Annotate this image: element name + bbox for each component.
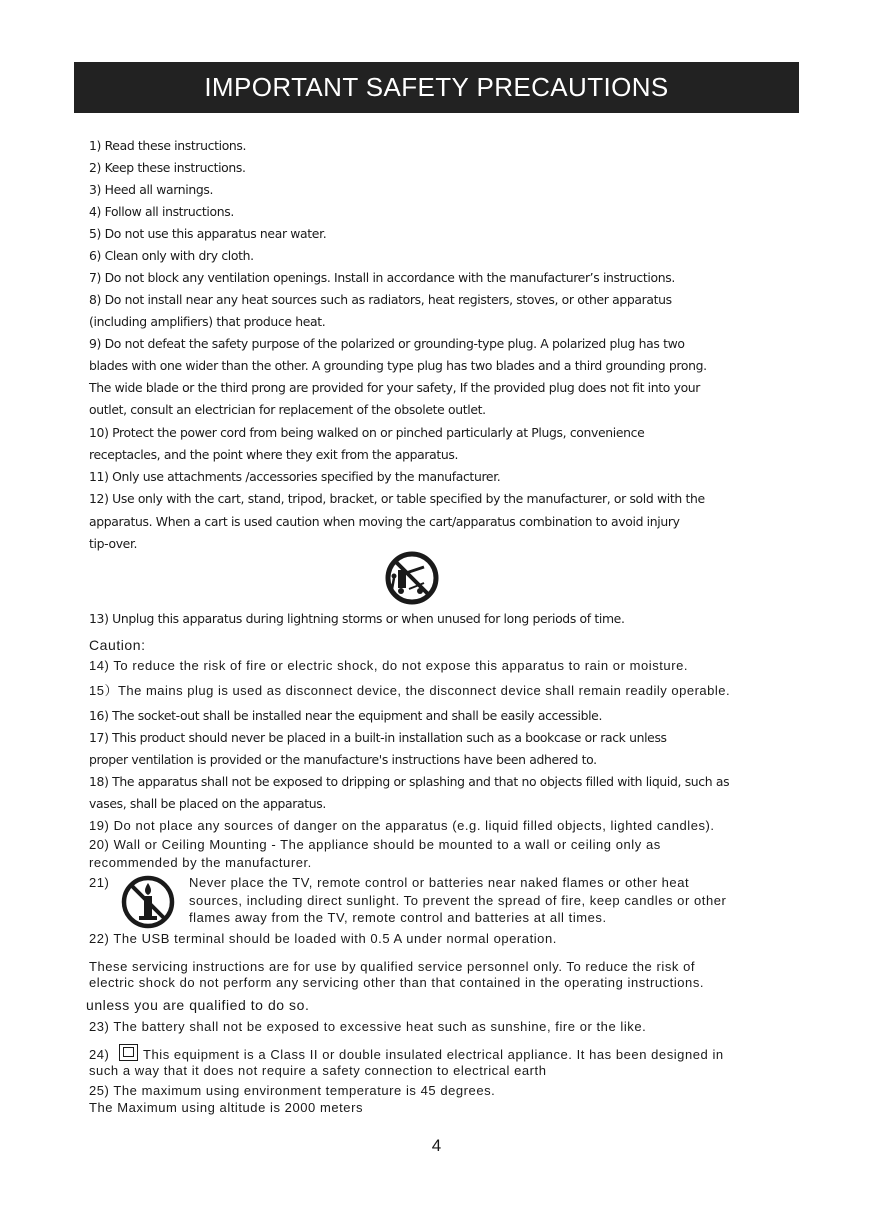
servicing-line-1: These servicing instructions are for use by qualified service personnel only. To reduce the risk of	[89, 959, 696, 974]
item-18-line-2: vases, shall be placed on the apparatus.	[89, 796, 326, 811]
item-25-line-1: 25) The maximum using environment temperature is 45 degrees.	[89, 1083, 496, 1098]
item-15: 15）The mains plug is used as disconnect device, the disconnect device shall remain readily operable.	[89, 683, 731, 698]
item-2: 2) Keep these instructions.	[89, 160, 246, 175]
page-title-banner	[74, 62, 799, 113]
item-7: 7) Do not block any ventilation openings. Install in accordance with the manufacturer’s instructions.	[89, 270, 675, 285]
item-24-line-1: This equipment is a Class II or double insulated electrical appliance. It has been designed in	[143, 1047, 724, 1062]
item-21-line-2: sources, including direct sunlight. To prevent the spread of fire, keep candles or other	[189, 893, 727, 908]
item-9-line-2: blades with one wider than the other. A grounding type plug has two blades and a third grounding prong.	[89, 358, 707, 373]
item-12-line-3: tip-over.	[89, 536, 138, 551]
cart-tip-over-warning-icon	[376, 549, 448, 607]
item-8-line-2: (including amplifiers) that produce heat.	[89, 314, 326, 329]
item-24-line-2: such a way that it does not require a safety connection to electrical earth	[89, 1063, 547, 1078]
item-13: 13) Unplug this apparatus during lightning storms or when unused for long periods of time.	[89, 611, 625, 626]
item-21-number: 21)	[89, 875, 110, 890]
item-22: 22) The USB terminal should be loaded with 0.5 A under normal operation.	[89, 931, 557, 946]
class-ii-double-insulation-icon	[119, 1044, 138, 1061]
item-24-number: 24)	[89, 1047, 110, 1062]
item-1: 1) Read these instructions.	[89, 138, 247, 153]
item-21-line-3: flames away from the TV, remote control and batteries at all times.	[189, 910, 607, 925]
item-19: 19) Do not place any sources of danger on the apparatus (e.g. liquid filled objects, lighted candles).	[89, 818, 715, 833]
item-23: 23) The battery shall not be exposed to excessive heat such as sunshine, fire or the like.	[89, 1019, 647, 1034]
item-14: 14) To reduce the risk of fire or electric shock, do not expose this apparatus to rain or moisture.	[89, 658, 689, 673]
item-10-line-2: receptacles, and the point where they exit from the apparatus.	[89, 447, 459, 462]
item-5: 5) Do not use this apparatus near water.	[89, 226, 327, 241]
page-title: IMPORTANT SAFETY PRECAUTIONS	[204, 72, 669, 102]
item-16: 16) The socket-out shall be installed near the equipment and shall be easily accessible.	[89, 708, 603, 723]
item-9-line-1: 9) Do not defeat the safety purpose of the polarized or grounding-type plug. A polarized plug has two	[89, 336, 685, 351]
item-11: 11) Only use attachments /accessories specified by the manufacturer.	[89, 469, 501, 484]
servicing-line-3: unless you are qualified to do so.	[86, 997, 310, 1013]
item-25-line-2: The Maximum using altitude is 2000 meters	[89, 1100, 363, 1115]
item-18-line-1: 18) The apparatus shall not be exposed to dripping or splashing and that no objects filled with liquid, such as	[89, 774, 730, 789]
item-9-line-4: outlet, consult an electrician for replacement of the obsolete outlet.	[89, 402, 486, 417]
item-20-line-2: recommended by the manufacturer.	[89, 855, 312, 870]
page-number: 4	[431, 1136, 442, 1155]
item-10-line-1: 10) Protect the power cord from being walked on or pinched particularly at Plugs, convenience	[89, 425, 645, 440]
item-21-line-1: Never place the TV, remote control or batteries near naked flames or other heat	[189, 875, 690, 890]
caution-heading: Caution:	[89, 637, 146, 653]
servicing-line-2: electric shock do not perform any servicing other than that contained in the operating instructions.	[89, 975, 705, 990]
item-17-line-1: 17) This product should never be placed in a built-in installation such as a bookcase or rack unless	[89, 730, 667, 745]
item-20-line-1: 20) Wall or Ceiling Mounting - The appliance should be mounted to a wall or ceiling only as	[89, 837, 661, 852]
no-candle-flame-icon	[120, 874, 176, 930]
item-8-line-1: 8) Do not install near any heat sources such as radiators, heat registers, stoves, or other apparatus	[89, 292, 672, 307]
item-4: 4) Follow all instructions.	[89, 204, 234, 219]
item-12-line-1: 12) Use only with the cart, stand, tripod, bracket, or table specified by the manufacturer, or sold with the	[89, 491, 705, 506]
item-3: 3) Heed all warnings.	[89, 182, 214, 197]
item-6: 6) Clean only with dry cloth.	[89, 248, 254, 263]
item-17-line-2: proper ventilation is provided or the manufacture's instructions have been adhered to.	[89, 752, 597, 767]
item-12-line-2: apparatus. When a cart is used caution when moving the cart/apparatus combination to avoid injury	[89, 514, 680, 529]
item-9-line-3: The wide blade or the third prong are provided for your safety, If the provided plug does not fit into your	[89, 380, 701, 395]
